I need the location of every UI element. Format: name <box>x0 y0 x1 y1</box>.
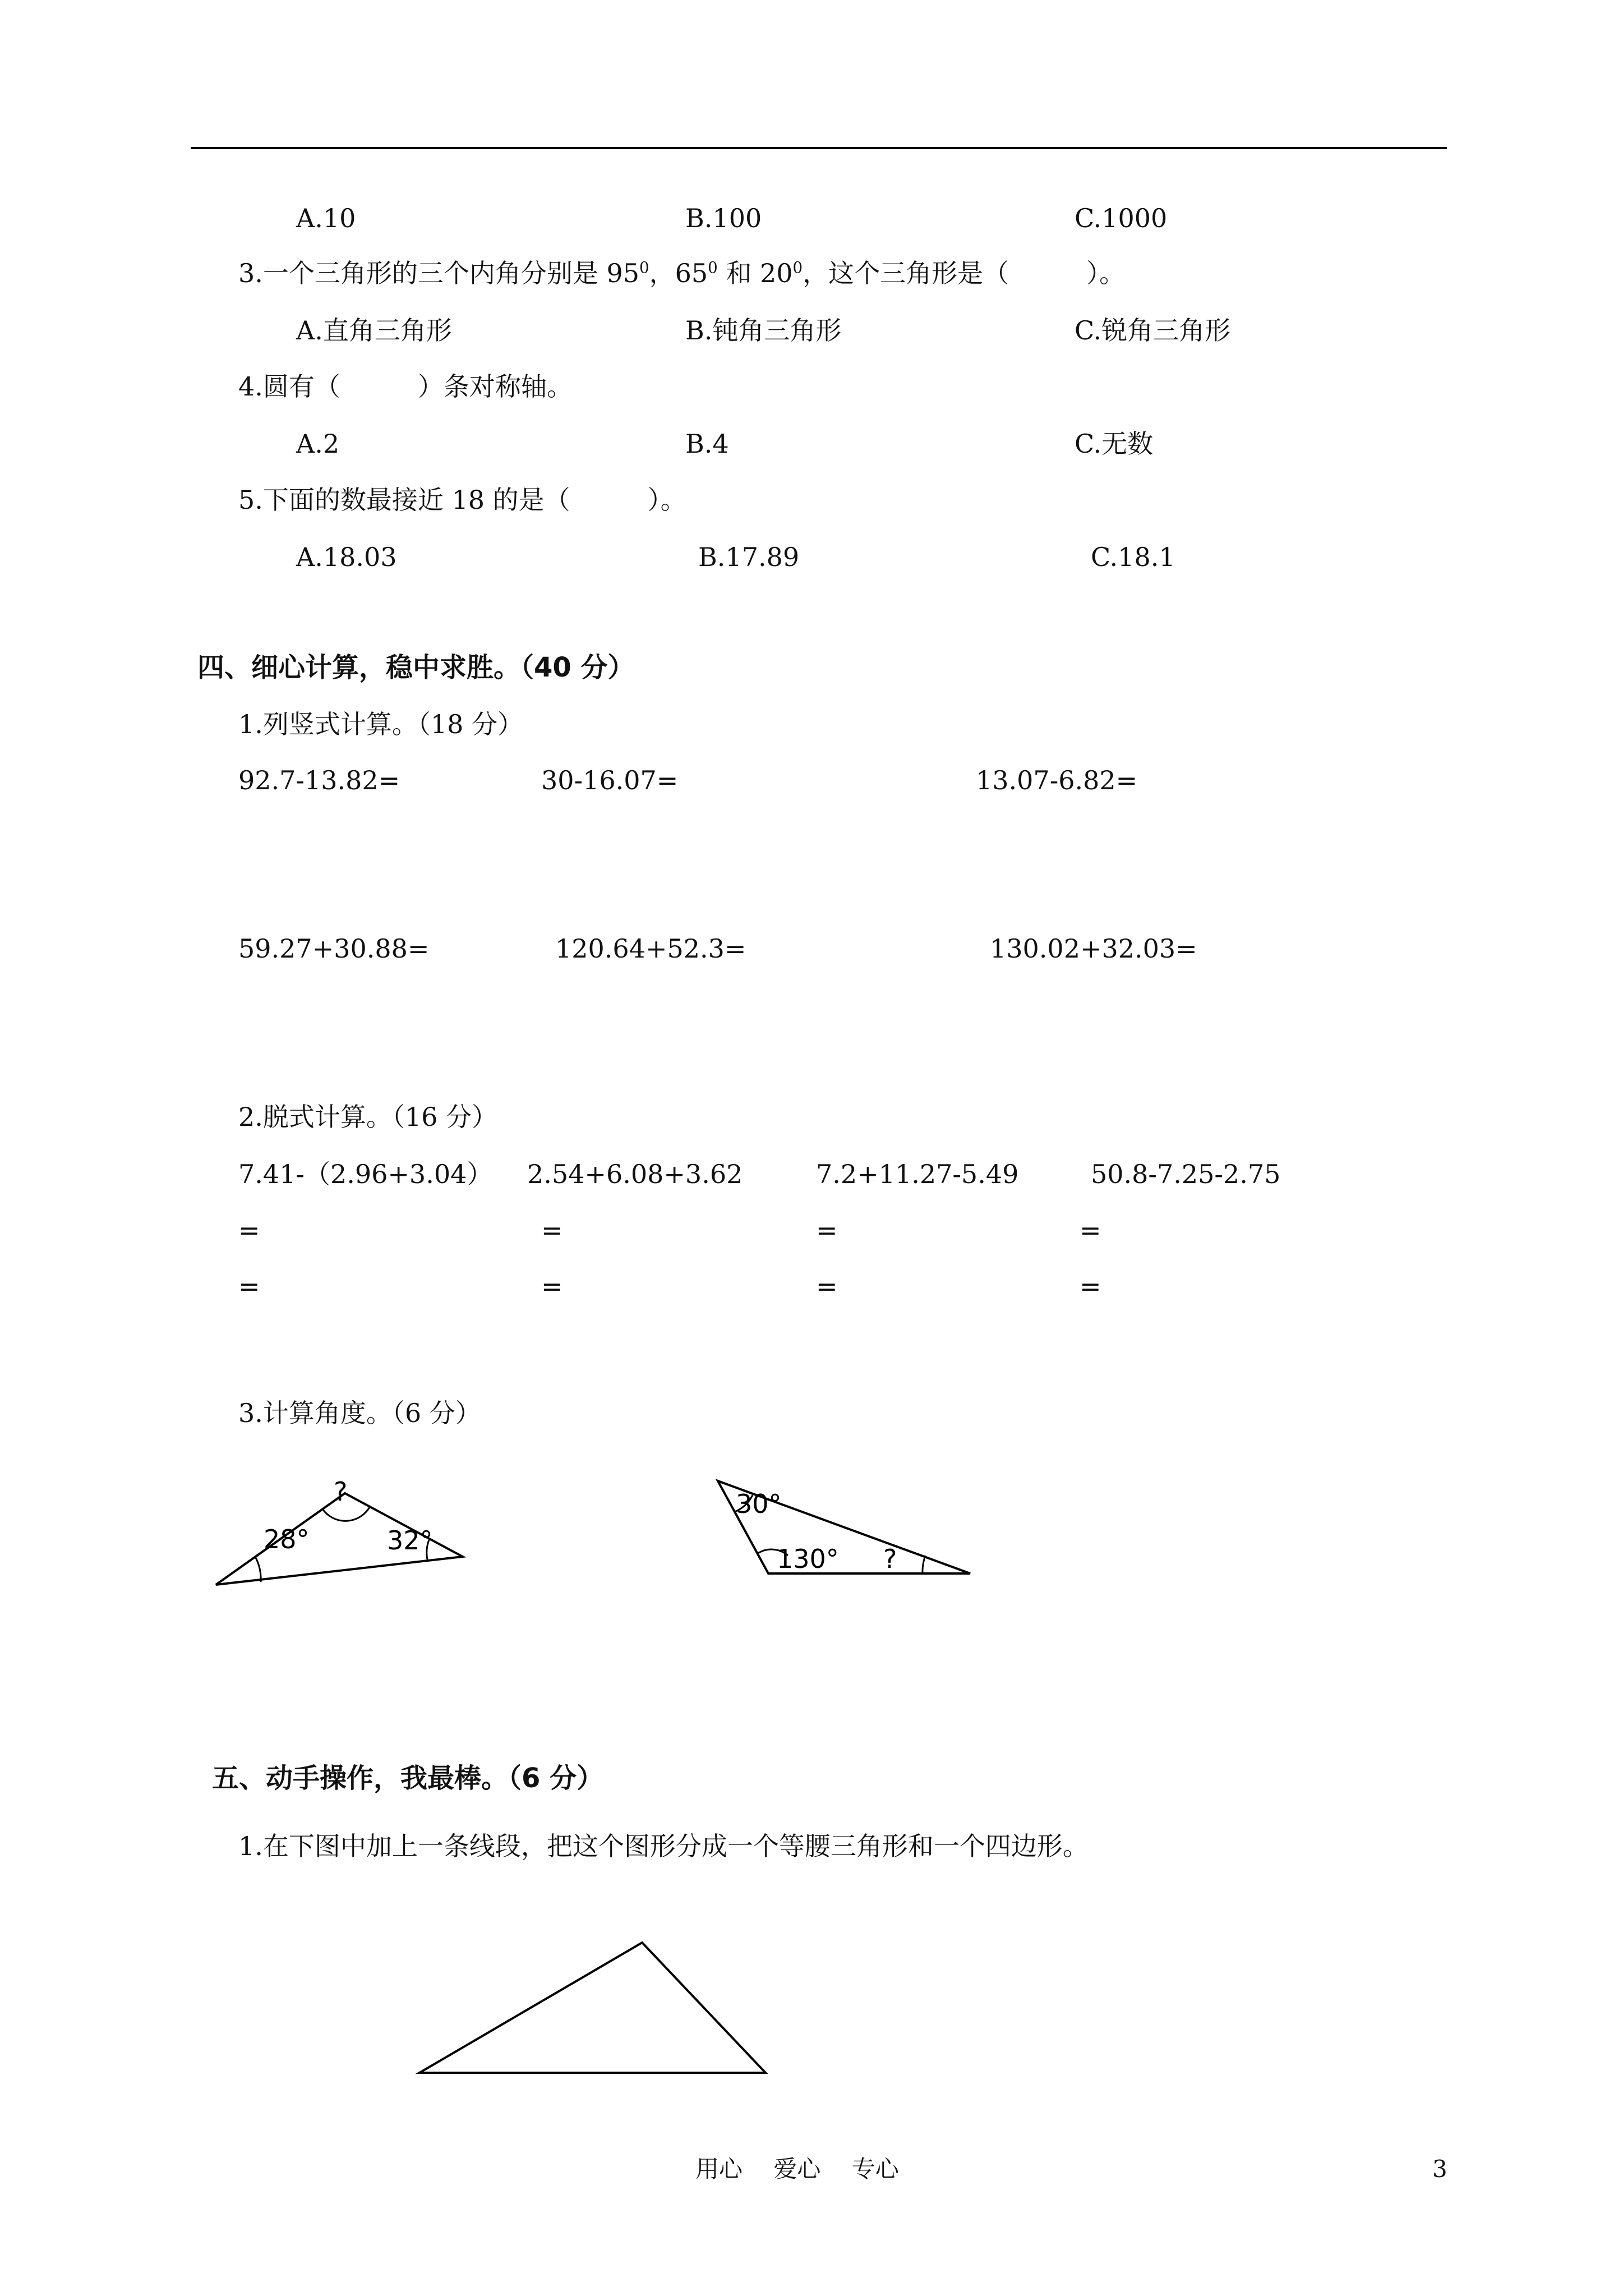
angle-label-left: 28° <box>264 1524 310 1554</box>
vertical-calc-1: 92.7-13.82= <box>238 765 400 795</box>
triangle-outline <box>419 1943 766 2073</box>
equals-sign: = <box>1080 1271 1101 1301</box>
q4-option-c: C.无数 <box>1075 429 1154 459</box>
q3-option-b: B.钝角三角形 <box>685 315 842 346</box>
equals-sign: = <box>816 1271 838 1301</box>
header-rule <box>191 147 1447 149</box>
q4-stem: 4.圆有（ ）条对称轴。 <box>238 371 573 402</box>
equals-sign: = <box>238 1215 260 1245</box>
q3-stem: 3.一个三角形的三个内角分别是 $95^0$，$65^0$ 和 $20^0$，这个三角形是（ ）。 <box>238 258 1126 288</box>
part2-title: 2.脱式计算。（16 分） <box>238 1102 498 1132</box>
q5-stem: 5.下面的数最接近 18 的是（ ）。 <box>238 485 686 515</box>
section4-title: 四、细心计算，稳中求胜。（40 分） <box>197 652 635 683</box>
vertical-calc-4: 59.27+30.88= <box>238 933 430 964</box>
angle-arc <box>322 1506 370 1521</box>
q4-option-a: A.2 <box>296 429 340 459</box>
equals-sign: = <box>1080 1215 1101 1245</box>
part3-title: 3.计算角度。（6 分） <box>238 1398 481 1428</box>
q2-option-a: A.10 <box>296 203 356 233</box>
angle-label-top: 30° <box>736 1489 782 1519</box>
q5-option-a: A.18.03 <box>296 542 397 572</box>
q3-option-a: A.直角三角形 <box>296 315 452 346</box>
q3-option-c: C.锐角三角形 <box>1075 315 1231 346</box>
angle-label-top: ? <box>334 1476 348 1507</box>
angle-arc <box>923 1556 925 1573</box>
q4-option-b: B.4 <box>685 429 729 459</box>
vertical-calc-6: 130.02+32.03= <box>990 933 1197 964</box>
vertical-calc-2: 30-16.07= <box>541 765 679 795</box>
step-calc-3: 7.2+11.27-5.49 <box>816 1159 1019 1189</box>
section5-title: 五、动手操作，我最棒。（6 分） <box>212 1763 604 1794</box>
q2-option-b: B.100 <box>685 203 762 233</box>
step-calc-4: 50.8-7.25-2.75 <box>1091 1159 1281 1189</box>
equals-sign: = <box>238 1271 260 1301</box>
part5-1-instruction: 1.在下图中加上一条线段，把这个图形分成一个等腰三角形和一个四边形。 <box>238 1831 1089 1861</box>
equals-sign: = <box>816 1215 838 1245</box>
q5-option-c: C.18.1 <box>1091 542 1175 572</box>
q2-option-c: C.1000 <box>1075 203 1168 233</box>
angle-triangle-figure-1 <box>208 1475 477 1593</box>
triangle-to-divide-figure[interactable] <box>415 1938 774 2084</box>
angle-triangle-figure-2 <box>712 1473 981 1596</box>
angle-label-middle: 130° <box>777 1544 839 1574</box>
vertical-calc-3: 13.07-6.82= <box>976 765 1138 795</box>
footer-motto: 用心 爱心 专心 <box>695 2155 899 2183</box>
part1-title: 1.列竖式计算。（18 分） <box>238 709 524 739</box>
angle-label-right: 32° <box>387 1525 433 1556</box>
angle-arc <box>255 1557 261 1582</box>
q5-option-b: B.17.89 <box>698 542 800 572</box>
equals-sign: = <box>541 1215 563 1245</box>
equals-sign: = <box>541 1271 563 1301</box>
step-calc-2: 2.54+6.08+3.62 <box>527 1159 743 1189</box>
page-number: 3 <box>1432 2155 1447 2183</box>
step-calc-1: 7.41-（2.96+3.04） <box>238 1159 493 1189</box>
angle-label-right: ? <box>883 1544 897 1574</box>
vertical-calc-5: 120.64+52.3= <box>555 933 746 964</box>
